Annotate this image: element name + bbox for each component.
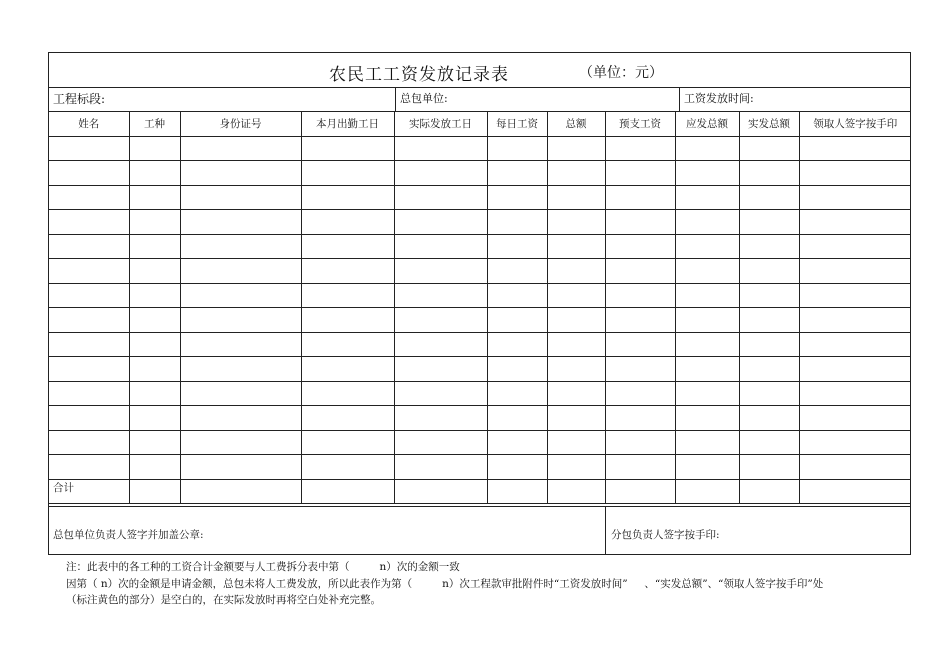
table-cell[interactable]	[799, 381, 911, 406]
table-cell[interactable]	[394, 332, 487, 357]
table-cell[interactable]	[675, 259, 739, 284]
table-cell[interactable]	[739, 259, 799, 284]
table-cell[interactable]	[675, 308, 739, 333]
table-cell[interactable]	[605, 406, 675, 431]
col-header-daily-wage: 每日工资	[487, 112, 547, 136]
col-header-name: 姓名	[49, 112, 129, 136]
table-cell[interactable]	[675, 455, 739, 480]
table-cell[interactable]	[180, 283, 301, 308]
col-header-trade: 工种	[129, 112, 180, 136]
table-cell[interactable]	[799, 136, 911, 161]
payroll-form	[48, 52, 911, 555]
table-cell[interactable]	[799, 185, 911, 210]
table-cell[interactable]	[394, 308, 487, 333]
table-cell[interactable]	[180, 308, 301, 333]
table-cell[interactable]	[129, 381, 180, 406]
table-cell[interactable]	[605, 234, 675, 259]
table-cell[interactable]	[547, 161, 605, 186]
table-cell[interactable]	[394, 283, 487, 308]
table-cell[interactable]	[129, 357, 180, 382]
table-cell[interactable]	[49, 161, 129, 186]
table-cell[interactable]	[487, 406, 547, 431]
table-cell[interactable]	[487, 381, 547, 406]
table-row	[49, 430, 911, 455]
table-row	[49, 234, 911, 259]
table-cell[interactable]	[739, 430, 799, 455]
table-cell[interactable]	[675, 161, 739, 186]
table-cell[interactable]	[605, 283, 675, 308]
table-cell[interactable]	[301, 406, 394, 431]
table-cell[interactable]	[547, 406, 605, 431]
table-cell[interactable]	[487, 259, 547, 284]
table-cell[interactable]	[180, 210, 301, 235]
table-row	[49, 455, 911, 480]
table-cell[interactable]	[547, 381, 605, 406]
col-header-actual-total: 实发总额	[739, 112, 799, 136]
general-contractor-field[interactable]: 总包单位:	[395, 88, 679, 111]
table-row	[49, 283, 911, 308]
table-cell[interactable]	[129, 161, 180, 186]
total-cell[interactable]	[394, 479, 487, 504]
table-cell[interactable]	[799, 357, 911, 382]
col-header-recipient-signature: 领取人签字按手印	[799, 112, 911, 136]
table-cell[interactable]	[487, 161, 547, 186]
table-cell[interactable]	[675, 430, 739, 455]
table-cell[interactable]	[487, 430, 547, 455]
table-row	[49, 357, 911, 382]
table-cell[interactable]	[394, 136, 487, 161]
table-cell[interactable]	[129, 455, 180, 480]
table-cell[interactable]	[739, 332, 799, 357]
total-cell[interactable]	[799, 479, 911, 504]
table-cell[interactable]	[487, 332, 547, 357]
total-cell[interactable]	[180, 479, 301, 504]
signature-row	[49, 506, 910, 554]
table-cell[interactable]	[129, 234, 180, 259]
table-cell[interactable]	[129, 406, 180, 431]
table-cell[interactable]	[180, 381, 301, 406]
table-cell[interactable]	[180, 430, 301, 455]
note-line: 注：此表中的各工种的工资合计金额要与人工费拆分表中第（ n）次的金额一致	[66, 561, 460, 573]
table-cell[interactable]	[180, 332, 301, 357]
title-row	[49, 53, 910, 88]
payment-time-field[interactable]: 工资发放时间:	[679, 88, 912, 111]
table-cell[interactable]	[180, 185, 301, 210]
table-cell[interactable]	[675, 136, 739, 161]
total-cell[interactable]	[739, 479, 799, 504]
table-cell[interactable]	[129, 332, 180, 357]
table-row	[49, 259, 911, 284]
table-cell[interactable]	[394, 259, 487, 284]
table-cell[interactable]	[605, 161, 675, 186]
table-cell[interactable]	[487, 308, 547, 333]
table-cell[interactable]	[547, 283, 605, 308]
table-cell[interactable]	[739, 406, 799, 431]
table-cell[interactable]	[547, 136, 605, 161]
project-section-field[interactable]: 工程标段:	[53, 92, 106, 106]
table-cell[interactable]	[487, 185, 547, 210]
table-cell[interactable]	[301, 455, 394, 480]
col-header-paid-days: 实际发放工日	[394, 112, 487, 136]
table-cell[interactable]	[129, 185, 180, 210]
table-cell[interactable]	[129, 210, 180, 235]
table-cell[interactable]	[487, 455, 547, 480]
table-cell[interactable]	[301, 332, 394, 357]
table-cell[interactable]	[301, 210, 394, 235]
table-row	[49, 136, 911, 161]
table-cell[interactable]	[49, 185, 129, 210]
table-cell[interactable]	[675, 234, 739, 259]
total-row	[49, 479, 911, 504]
table-cell[interactable]	[180, 357, 301, 382]
col-header-attendance-days: 本月出勤工日	[301, 112, 394, 136]
table-cell[interactable]	[49, 332, 129, 357]
col-header-id-number: 身份证号	[180, 112, 301, 136]
table-cell[interactable]	[180, 136, 301, 161]
table-cell[interactable]	[547, 430, 605, 455]
table-cell[interactable]	[487, 283, 547, 308]
unit-label: （单位：元）	[579, 65, 663, 81]
table-cell[interactable]	[180, 234, 301, 259]
table-cell[interactable]	[675, 283, 739, 308]
table-cell[interactable]	[799, 430, 911, 455]
table-cell[interactable]	[129, 430, 180, 455]
table-cell[interactable]	[739, 381, 799, 406]
table-row	[49, 161, 911, 186]
table-cell[interactable]	[394, 406, 487, 431]
table-cell[interactable]	[605, 185, 675, 210]
table-cell[interactable]	[301, 381, 394, 406]
table-cell[interactable]	[301, 259, 394, 284]
table-cell[interactable]	[394, 234, 487, 259]
table-cell[interactable]	[49, 259, 129, 284]
total-label: 合计	[49, 479, 129, 504]
total-cell[interactable]	[129, 479, 180, 504]
table-cell[interactable]	[49, 381, 129, 406]
table-cell[interactable]	[799, 161, 911, 186]
table-cell[interactable]	[487, 136, 547, 161]
col-header-advance: 预支工资	[605, 112, 675, 136]
payroll-table	[49, 112, 911, 504]
table-cell[interactable]	[605, 381, 675, 406]
table-cell[interactable]	[675, 381, 739, 406]
table-cell[interactable]	[487, 234, 547, 259]
table-cell[interactable]	[675, 332, 739, 357]
table-cell[interactable]	[675, 406, 739, 431]
table-cell[interactable]	[739, 308, 799, 333]
table-cell[interactable]	[49, 406, 129, 431]
table-cell[interactable]	[129, 308, 180, 333]
table-cell[interactable]	[301, 308, 394, 333]
total-cell[interactable]	[547, 479, 605, 504]
table-cell[interactable]	[49, 455, 129, 480]
table-cell[interactable]	[605, 430, 675, 455]
form-title: 农民工工资发放记录表	[329, 65, 509, 85]
table-cell[interactable]	[394, 455, 487, 480]
table-cell[interactable]	[739, 357, 799, 382]
table-cell[interactable]	[301, 161, 394, 186]
table-cell[interactable]	[129, 259, 180, 284]
table-cell[interactable]	[547, 332, 605, 357]
table-cell[interactable]	[301, 185, 394, 210]
table-row	[49, 381, 911, 406]
table-cell[interactable]	[799, 259, 911, 284]
table-cell[interactable]	[799, 234, 911, 259]
table-row	[49, 210, 911, 235]
notes	[66, 559, 823, 609]
table-cell[interactable]	[49, 136, 129, 161]
table-cell[interactable]	[129, 283, 180, 308]
info-row	[49, 88, 910, 112]
table-cell[interactable]	[49, 308, 129, 333]
total-cell[interactable]	[675, 479, 739, 504]
table-row	[49, 185, 911, 210]
table-cell[interactable]	[301, 283, 394, 308]
table-cell[interactable]	[739, 210, 799, 235]
table-cell[interactable]	[301, 136, 394, 161]
table-cell[interactable]	[605, 308, 675, 333]
note-line: 因第（ n）次的金额是申请金额，总包未将人工费发放，所以此表作为第（ n）次工程款审批附件时“工资发放时间” 、“实发总额”、“领取人签字按手印”处	[66, 577, 824, 590]
table-cell[interactable]	[394, 185, 487, 210]
table-cell[interactable]	[605, 455, 675, 480]
table-cell[interactable]	[180, 161, 301, 186]
table-cell[interactable]	[180, 406, 301, 431]
table-cell[interactable]	[799, 406, 911, 431]
table-cell[interactable]	[605, 210, 675, 235]
table-cell[interactable]	[605, 332, 675, 357]
table-cell[interactable]	[547, 210, 605, 235]
col-header-total: 总额	[547, 112, 605, 136]
table-cell[interactable]	[739, 136, 799, 161]
table-cell[interactable]	[394, 381, 487, 406]
table-cell[interactable]	[675, 185, 739, 210]
divider	[605, 507, 606, 555]
table-cell[interactable]	[547, 455, 605, 480]
table-cell[interactable]	[49, 357, 129, 382]
table-cell[interactable]	[799, 308, 911, 333]
table-cell[interactable]	[605, 259, 675, 284]
col-header-payable-total: 应发总额	[675, 112, 739, 136]
total-cell[interactable]	[487, 479, 547, 504]
table-cell[interactable]	[394, 161, 487, 186]
table-cell[interactable]	[547, 259, 605, 284]
table-cell[interactable]	[180, 259, 301, 284]
table-cell[interactable]	[605, 357, 675, 382]
table-cell[interactable]	[547, 185, 605, 210]
table-cell[interactable]	[180, 455, 301, 480]
table-cell[interactable]	[394, 430, 487, 455]
total-cell[interactable]	[301, 479, 394, 504]
table-cell[interactable]	[301, 357, 394, 382]
table-cell[interactable]	[799, 455, 911, 480]
general-contractor-signature-field[interactable]: 总包单位负责人签字并加盖公章:	[53, 529, 204, 541]
table-cell[interactable]	[129, 136, 180, 161]
table-cell[interactable]	[394, 357, 487, 382]
table-cell[interactable]	[739, 455, 799, 480]
table-cell[interactable]	[49, 210, 129, 235]
table-cell[interactable]	[301, 430, 394, 455]
table-row	[49, 406, 911, 431]
table-cell[interactable]	[799, 332, 911, 357]
table-cell[interactable]	[49, 430, 129, 455]
note-line: （标注黄色的部分）是空白的，在实际发放时再将空白处补充完整。	[66, 594, 381, 606]
table-cell[interactable]	[739, 185, 799, 210]
table-cell[interactable]	[675, 210, 739, 235]
table-cell[interactable]	[301, 234, 394, 259]
table-header-row	[49, 112, 911, 136]
table-cell[interactable]	[547, 357, 605, 382]
table-cell[interactable]	[487, 210, 547, 235]
table-cell[interactable]	[605, 136, 675, 161]
table-cell[interactable]	[49, 283, 129, 308]
table-cell[interactable]	[799, 283, 911, 308]
table-cell[interactable]	[394, 210, 487, 235]
table-cell[interactable]	[739, 234, 799, 259]
table-cell[interactable]	[675, 357, 739, 382]
table-cell[interactable]	[799, 210, 911, 235]
subcontractor-signature-field[interactable]: 分包负责人签字按手印:	[611, 529, 720, 541]
table-row	[49, 308, 911, 333]
table-row	[49, 332, 911, 357]
table-cell[interactable]	[49, 234, 129, 259]
table-cell[interactable]	[739, 161, 799, 186]
table-cell[interactable]	[739, 283, 799, 308]
table-cell[interactable]	[547, 234, 605, 259]
total-cell[interactable]	[605, 479, 675, 504]
table-cell[interactable]	[487, 357, 547, 382]
table-cell[interactable]	[547, 308, 605, 333]
